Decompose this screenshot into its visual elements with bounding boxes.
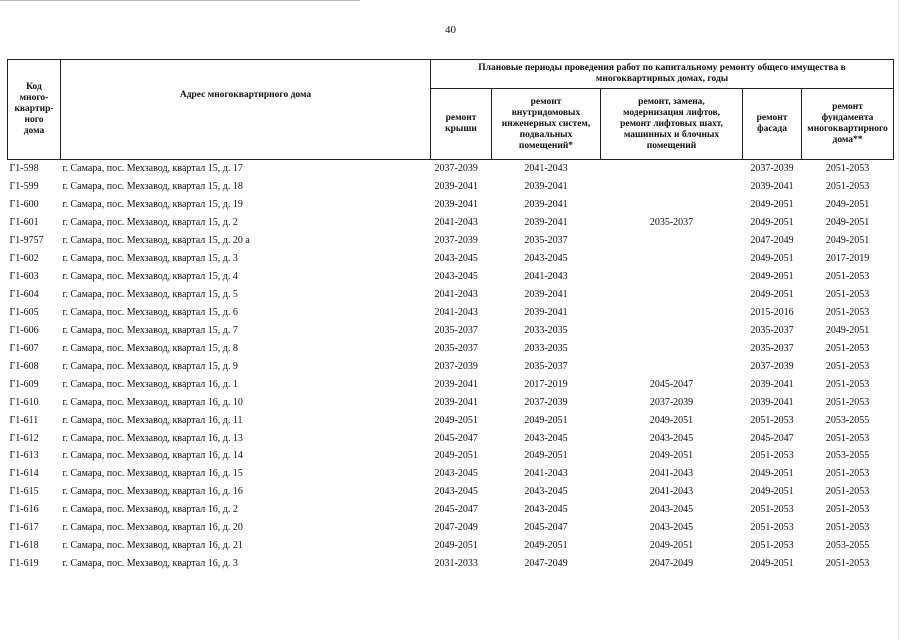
- table-row: [8, 196, 894, 214]
- cell-address: г. Самара, пос. Мехзавод, квартал 15, д. 19: [62, 199, 243, 211]
- cell-facade-period: 2037-2039: [750, 360, 794, 372]
- cell-address: г. Самара, пос. Мехзавод, квартал 15, д. 4: [62, 271, 238, 283]
- cell-address: г. Самара, пос. Мехзавод, квартал 15, д. 2: [62, 217, 238, 229]
- cell-code: Г1-9757: [9, 235, 44, 247]
- scan-artifact-right-edge: [898, 0, 899, 640]
- cell-foundation-period: 2049-2051: [825, 217, 870, 229]
- cell-roof-period: 2041-2043: [434, 289, 478, 301]
- cell-foundation-period: 2051-2053: [825, 558, 870, 570]
- cell-address: г. Самара, пос. Мехзавод, квартал 16, д. 16: [62, 486, 243, 498]
- header-periods-title: [431, 60, 894, 89]
- table-row: [8, 393, 894, 411]
- cell-address: г. Самара, пос. Мехзавод, квартал 16, д. 2: [62, 504, 238, 516]
- cell-lifts-period: [601, 286, 743, 304]
- table-row: [8, 501, 894, 519]
- cell-code: Г1-619: [9, 558, 39, 570]
- cell-lifts-period: [601, 321, 743, 339]
- cell-facade-period: 2049-2051: [750, 217, 794, 229]
- cell-code: Г1-601: [9, 217, 39, 229]
- cell-facade-period: 2049-2051: [750, 289, 794, 301]
- cell-foundation-period: 2051-2053: [825, 306, 870, 318]
- cell-facade-period: 2049-2051: [750, 486, 794, 498]
- cell-facade-period: 2049-2051: [750, 199, 794, 211]
- cell-engineering-period: 2035-2037: [524, 360, 568, 372]
- cell-lifts-period: 2037-2039: [649, 396, 694, 408]
- cell-roof-period: 2049-2051: [434, 414, 478, 426]
- cell-code: Г1-603: [9, 271, 39, 283]
- header-code: [8, 60, 61, 160]
- header-facade: [743, 89, 802, 160]
- cell-lifts-period: [601, 232, 743, 250]
- table-row: [8, 375, 894, 393]
- cell-code: Г1-614: [9, 468, 39, 480]
- cell-code: Г1-610: [9, 396, 39, 408]
- header-periods-line: Плановые периоды проведения работ по капитальному ремонту общего имущества в: [478, 63, 846, 73]
- cell-roof-period: 2043-2045: [434, 468, 478, 480]
- cell-lifts-period: [601, 268, 743, 286]
- cell-address: г. Самара, пос. Мехзавод, квартал 15, д. 7: [62, 324, 238, 336]
- page-number: 40: [445, 24, 456, 36]
- header-lifts-line: ремонт лифтовых шахт,: [620, 118, 723, 129]
- table-row: [8, 250, 894, 268]
- cell-engineering-period: 2049-2051: [524, 414, 568, 426]
- cell-code: Г1-600: [9, 199, 39, 211]
- cell-foundation-period: 2049-2051: [825, 324, 870, 336]
- cell-roof-period: 2045-2047: [434, 432, 478, 444]
- cell-lifts-period: [601, 178, 743, 196]
- cell-roof-period: 2039-2041: [434, 181, 478, 193]
- cell-roof-period: 2037-2039: [434, 360, 478, 372]
- table-row: [8, 178, 894, 196]
- cell-foundation-period: 2051-2053: [825, 504, 870, 516]
- header-code-line: дома: [23, 126, 45, 136]
- header-engineering-line: инженерных систем,: [501, 118, 591, 129]
- table-body: [8, 160, 894, 573]
- cell-roof-period: 2049-2051: [434, 540, 478, 552]
- cell-engineering-period: 2017-2019: [524, 378, 568, 390]
- cell-roof-period: 2043-2045: [434, 253, 478, 265]
- cell-address: г. Самара, пос. Мехзавод, квартал 16, д. 11: [62, 414, 243, 426]
- cell-address: г. Самара, пос. Мехзавод, квартал 16, д. 3: [62, 558, 238, 570]
- cell-engineering-period: 2033-2035: [524, 342, 568, 354]
- capital-repair-schedule: [7, 59, 893, 573]
- header-lifts-line: машинных и блочных: [623, 129, 720, 140]
- header-roof-line: крыши: [445, 124, 477, 134]
- cell-lifts-period: [601, 196, 743, 214]
- cell-foundation-period: 2051-2053: [825, 289, 870, 301]
- cell-address: г. Самара, пос. Мехзавод, квартал 16, д. 1: [62, 378, 238, 390]
- cell-facade-period: 2039-2041: [750, 396, 794, 408]
- table-row: [8, 214, 894, 232]
- cell-lifts-period: 2043-2045: [649, 432, 694, 444]
- table-row: [8, 537, 894, 555]
- cell-foundation-period: 2051-2053: [825, 163, 870, 175]
- cell-code: Г1-609: [9, 378, 39, 390]
- cell-roof-period: 2031-2033: [434, 558, 478, 570]
- cell-address: г. Самара, пос. Мехзавод, квартал 16, д. 20: [62, 522, 243, 534]
- cell-code: Г1-616: [9, 504, 39, 516]
- cell-code: Г1-617: [9, 522, 39, 534]
- cell-foundation-period: 2049-2051: [825, 199, 870, 211]
- header-facade-line: ремонт: [756, 113, 788, 123]
- cell-facade-period: 2051-2053: [750, 522, 794, 534]
- repair-periods-table: [7, 59, 894, 573]
- cell-lifts-period: 2049-2051: [649, 540, 694, 552]
- cell-code: Г1-615: [9, 486, 39, 498]
- cell-engineering-period: 2039-2041: [524, 181, 568, 193]
- header-foundation-line: дома**: [832, 135, 863, 145]
- cell-address: г. Самара, пос. Мехзавод, квартал 15, д. 6: [62, 306, 238, 318]
- cell-code: Г1-602: [9, 253, 39, 265]
- cell-address: г. Самара, пос. Мехзавод, квартал 15, д. 5: [62, 289, 238, 301]
- cell-engineering-period: 2049-2051: [524, 450, 568, 462]
- cell-engineering-period: 2039-2041: [524, 289, 568, 301]
- table-row: [8, 447, 894, 465]
- cell-lifts-period: 2043-2045: [649, 504, 694, 516]
- scan-artifact-top-line: [0, 0, 360, 1]
- cell-lifts-period: [601, 339, 743, 357]
- cell-code: Г1-598: [9, 163, 39, 175]
- cell-foundation-period: 2051-2053: [825, 181, 870, 193]
- cell-roof-period: 2037-2039: [434, 235, 478, 247]
- table-row: [8, 286, 894, 304]
- header-foundation-line: многоквартирного: [807, 124, 888, 134]
- cell-engineering-period: 2041-2043: [524, 271, 568, 283]
- cell-code: Г1-606: [9, 324, 39, 336]
- header-code-line: ного: [24, 115, 44, 125]
- cell-lifts-period: [601, 304, 743, 322]
- cell-facade-period: 2049-2051: [750, 271, 794, 283]
- cell-facade-period: 2049-2051: [750, 468, 794, 480]
- cell-engineering-period: 2049-2051: [524, 540, 568, 552]
- cell-lifts-period: 2041-2043: [649, 486, 694, 498]
- header-foundation: [802, 89, 894, 160]
- cell-code: Г1-613: [9, 450, 39, 462]
- cell-roof-period: 2039-2041: [434, 199, 478, 211]
- cell-roof-period: 2043-2045: [434, 271, 478, 283]
- cell-facade-period: 2047-2049: [750, 235, 794, 247]
- cell-lifts-period: 2047-2049: [649, 558, 694, 570]
- cell-address: г. Самара, пос. Мехзавод, квартал 16, д. 10: [62, 396, 243, 408]
- cell-roof-period: 2041-2043: [434, 217, 478, 229]
- cell-engineering-period: 2043-2045: [524, 253, 568, 265]
- header-lifts: [601, 89, 743, 160]
- cell-engineering-period: 2043-2045: [524, 486, 568, 498]
- header-code-line: квартир-: [14, 104, 54, 114]
- cell-roof-period: 2041-2043: [434, 306, 478, 318]
- cell-engineering-period: 2039-2041: [524, 306, 568, 318]
- cell-roof-period: 2049-2051: [434, 450, 478, 462]
- cell-lifts-period: 2045-2047: [649, 378, 694, 390]
- cell-address: г. Самара, пос. Мехзавод, квартал 15, д. 18: [62, 181, 243, 193]
- cell-code: Г1-608: [9, 360, 39, 372]
- table-row: [8, 555, 894, 573]
- cell-engineering-period: 2043-2045: [524, 432, 568, 444]
- cell-address: г. Самара, пос. Мехзавод, квартал 16, д. 21: [62, 540, 243, 552]
- header-periods-line: многоквартирных домах, годы: [595, 74, 729, 84]
- header-engineering: [492, 89, 601, 160]
- table-row: [8, 411, 894, 429]
- table-row: [8, 160, 894, 178]
- cell-address: г. Самара, пос. Мехзавод, квартал 16, д. 15: [62, 468, 243, 480]
- cell-lifts-period: 2049-2051: [649, 414, 694, 426]
- cell-code: Г1-604: [9, 289, 39, 301]
- cell-code: Г1-607: [9, 342, 39, 354]
- cell-facade-period: 2049-2051: [750, 253, 794, 265]
- cell-foundation-period: 2017-2019: [825, 253, 870, 265]
- header-engineering-line: подвальных: [519, 129, 573, 140]
- header-foundation-line: фундамента: [821, 113, 874, 123]
- header-roof: [431, 89, 492, 160]
- cell-engineering-period: 2033-2035: [524, 324, 568, 336]
- cell-code: Г1-611: [9, 414, 39, 426]
- table-row: [8, 268, 894, 286]
- cell-facade-period: 2045-2047: [750, 432, 794, 444]
- cell-engineering-period: 2037-2039: [524, 396, 568, 408]
- header-code-line: много-: [19, 93, 49, 103]
- cell-foundation-period: 2051-2053: [825, 468, 870, 480]
- header-code-line: Код: [26, 82, 42, 92]
- cell-facade-period: 2039-2041: [750, 181, 794, 193]
- cell-engineering-period: 2035-2037: [524, 235, 568, 247]
- cell-address: г. Самара, пос. Мехзавод, квартал 15, д. 3: [62, 253, 238, 265]
- cell-facade-period: 2051-2053: [750, 450, 794, 462]
- cell-foundation-period: 2051-2053: [825, 432, 870, 444]
- cell-facade-period: 2051-2053: [750, 540, 794, 552]
- cell-facade-period: 2037-2039: [750, 163, 794, 175]
- cell-engineering-period: 2041-2043: [524, 468, 568, 480]
- cell-roof-period: 2035-2037: [434, 324, 478, 336]
- cell-lifts-period: 2041-2043: [649, 468, 694, 480]
- header-roof-line: ремонт: [445, 113, 477, 123]
- cell-foundation-period: 2053-2055: [825, 414, 870, 426]
- cell-foundation-period: 2051-2053: [825, 378, 870, 390]
- cell-foundation-period: 2051-2053: [825, 342, 870, 354]
- table-row: [8, 519, 894, 537]
- cell-roof-period: 2043-2045: [434, 486, 478, 498]
- cell-foundation-period: 2051-2053: [825, 396, 870, 408]
- cell-lifts-period: 2043-2045: [649, 522, 694, 534]
- cell-facade-period: 2051-2053: [750, 414, 794, 426]
- cell-facade-period: 2051-2053: [750, 504, 794, 516]
- cell-engineering-period: 2043-2045: [524, 504, 568, 516]
- table-row: [8, 304, 894, 322]
- cell-facade-period: 2035-2037: [750, 324, 794, 336]
- cell-address: г. Самара, пос. Мехзавод, квартал 16, д. 13: [62, 432, 243, 444]
- cell-address: г. Самара, пос. Мехзавод, квартал 15, д. 17: [62, 163, 243, 175]
- cell-foundation-period: 2051-2053: [825, 486, 870, 498]
- table-header: [8, 60, 894, 160]
- cell-engineering-period: 2039-2041: [524, 217, 568, 229]
- cell-facade-period: 2049-2051: [750, 558, 794, 570]
- table-row: [8, 429, 894, 447]
- header-lifts-line: помещений: [646, 140, 697, 151]
- cell-engineering-period: 2045-2047: [524, 522, 568, 534]
- header-address: Адрес многоквартирного дома: [61, 60, 431, 160]
- cell-engineering-period: 2041-2043: [524, 163, 568, 175]
- cell-roof-period: 2037-2039: [434, 163, 478, 175]
- table-row: [8, 232, 894, 250]
- header-facade-line: фасада: [757, 124, 787, 134]
- cell-lifts-period: [601, 160, 743, 178]
- cell-roof-period: 2039-2041: [434, 378, 478, 390]
- cell-roof-period: 2039-2041: [434, 396, 478, 408]
- cell-roof-period: 2045-2047: [434, 504, 478, 516]
- cell-foundation-period: 2053-2055: [825, 540, 870, 552]
- header-engineering-line: ремонт: [530, 96, 562, 107]
- cell-lifts-period: 2049-2051: [649, 450, 694, 462]
- cell-address: г. Самара, пос. Мехзавод, квартал 15, д. 9: [62, 360, 238, 372]
- cell-lifts-period: [601, 357, 743, 375]
- table-row: [8, 465, 894, 483]
- cell-foundation-period: 2049-2051: [825, 235, 870, 247]
- cell-facade-period: 2015-2016: [750, 306, 794, 318]
- header-lifts-line: модернизация лифтов,: [622, 107, 721, 118]
- header-foundation-line: ремонт: [832, 102, 863, 112]
- cell-address: г. Самара, пос. Мехзавод, квартал 16, д. 14: [62, 450, 243, 462]
- table-row: [8, 321, 894, 339]
- header-engineering-line: внутридомовых: [511, 107, 581, 118]
- cell-code: Г1-612: [9, 432, 39, 444]
- header-lifts-line: ремонт, замена,: [638, 96, 705, 107]
- cell-roof-period: 2047-2049: [434, 522, 478, 534]
- cell-lifts-period: 2035-2037: [649, 217, 694, 229]
- table-row: [8, 483, 894, 501]
- cell-code: Г1-618: [9, 540, 39, 552]
- table-row: [8, 339, 894, 357]
- cell-code: Г1-605: [9, 306, 39, 318]
- cell-foundation-period: 2051-2053: [825, 271, 870, 283]
- cell-address: г. Самара, пос. Мехзавод, квартал 15, д. 8: [62, 342, 238, 354]
- cell-lifts-period: [601, 250, 743, 268]
- cell-code: Г1-599: [9, 181, 39, 193]
- cell-foundation-period: 2051-2053: [825, 360, 870, 372]
- table-row: [8, 357, 894, 375]
- cell-facade-period: 2035-2037: [750, 342, 794, 354]
- cell-engineering-period: 2047-2049: [524, 558, 568, 570]
- cell-foundation-period: 2053-2055: [825, 450, 870, 462]
- cell-facade-period: 2039-2041: [750, 378, 794, 390]
- cell-roof-period: 2035-2037: [434, 342, 478, 354]
- cell-foundation-period: 2051-2053: [825, 522, 870, 534]
- header-engineering-line: помещений*: [518, 140, 574, 151]
- cell-address: г. Самара, пос. Мехзавод, квартал 15, д. 20 а: [62, 235, 250, 247]
- cell-engineering-period: 2039-2041: [524, 199, 568, 211]
